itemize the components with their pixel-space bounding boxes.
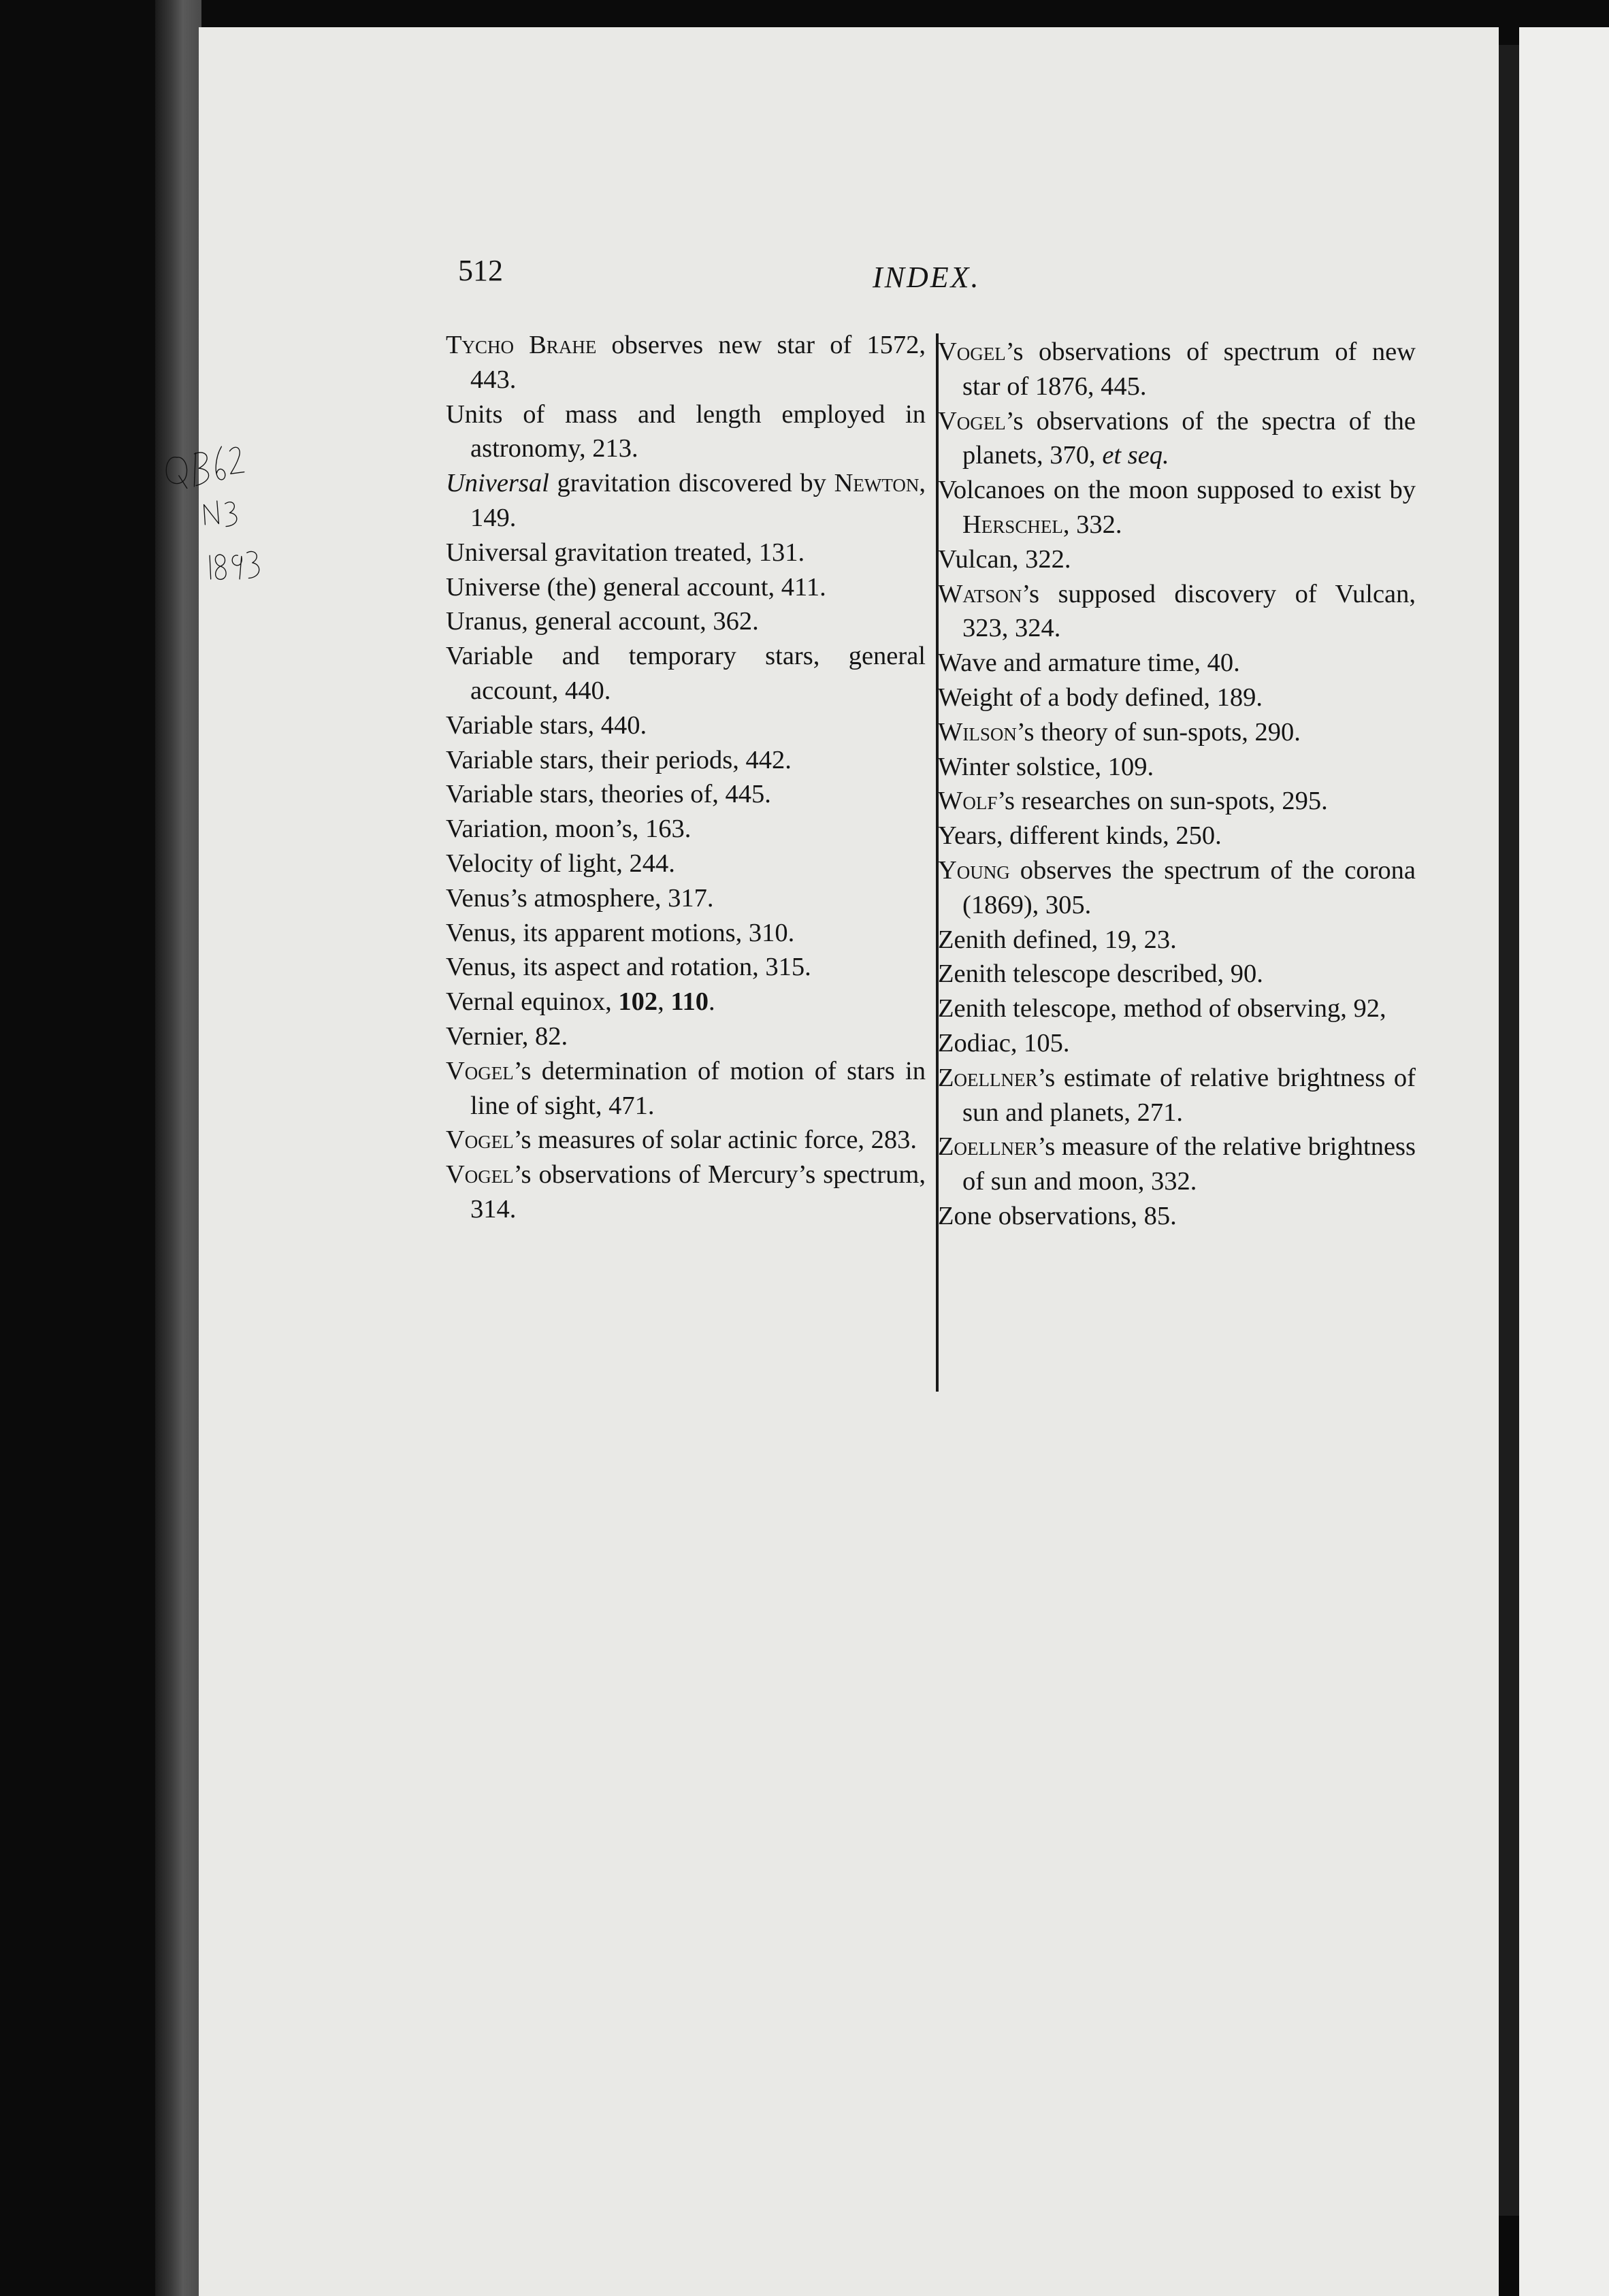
- page-number: 512: [458, 254, 503, 287]
- index-entry-text: Universal gravitation treated, 131.: [446, 538, 805, 567]
- index-entry-text: 102: [618, 987, 658, 1017]
- index-entry: [938, 923, 1416, 957]
- handwriting-letter-b: [194, 453, 208, 487]
- index-entry-text: ’s observations of spectrum of new star of 1876, 445.: [962, 338, 1416, 401]
- index-entry-text: Watson: [938, 579, 1022, 608]
- index-entry: [938, 991, 1416, 1026]
- index-entry: [938, 577, 1416, 646]
- index-entry: [446, 1123, 926, 1158]
- index-entry-text: Wolf: [938, 787, 998, 816]
- index-entry-text: Zenith telescope described, 90.: [938, 960, 1263, 989]
- index-entry-text: Herschel: [962, 510, 1063, 539]
- index-entry: [446, 1019, 926, 1054]
- index-column-right: [938, 335, 1416, 1234]
- index-entry: [938, 646, 1416, 680]
- handwriting-letter-n: [204, 501, 219, 525]
- facing-page-edge: [1519, 27, 1609, 2296]
- index-entry: [938, 473, 1416, 542]
- index-entry-text: 110: [670, 987, 709, 1017]
- index-entry: [938, 715, 1416, 750]
- index-entry: [938, 1061, 1416, 1130]
- index-entry-text: observes new star of 1572, 443.: [470, 331, 926, 394]
- index-entry-text: ’s estimate of relative brightness of sun and planets, 271.: [962, 1063, 1416, 1127]
- index-entry-text: Venus, its aspect and rotation, 315.: [446, 953, 811, 982]
- index-entry-text: Years, different kinds, 250.: [938, 821, 1222, 851]
- index-entry-text: Zone observations, 85.: [938, 1201, 1177, 1230]
- index-entry-text: Vernal equinox,: [446, 987, 619, 1017]
- handwriting-digit-1: [210, 555, 211, 579]
- index-entry-text: ’s theory of sun-spots, 290.: [1016, 717, 1301, 747]
- index-entry-text: Uranus, general account, 362.: [446, 607, 759, 636]
- index-entry: [938, 750, 1416, 785]
- index-entry-text: .: [709, 987, 715, 1017]
- index-entry: [446, 743, 926, 778]
- handwriting-digit-6: [216, 446, 225, 480]
- index-entry: [938, 1026, 1416, 1061]
- handwriting-letter-q: [166, 457, 186, 489]
- page-gutter-shadow: [1499, 45, 1519, 2216]
- index-entry-text: observes the spectrum of the corona (1869), 305.: [962, 855, 1416, 919]
- index-entry: [446, 916, 926, 951]
- handwriting-digit-3b: [247, 551, 259, 578]
- index-entry: [446, 708, 926, 743]
- index-entry: [446, 777, 926, 812]
- index-entry: [938, 335, 1416, 404]
- index-entry-text: Venus, its apparent motions, 310.: [446, 918, 795, 947]
- index-entry-text: , 149.: [470, 469, 926, 532]
- index-entry: [938, 542, 1416, 577]
- index-entry-text: ’s determination of motion of stars in line of sight, 471.: [470, 1056, 926, 1120]
- index-entry: [446, 847, 926, 881]
- index-entry: [938, 1130, 1416, 1199]
- index-entry: [938, 404, 1416, 474]
- index-entry: [446, 639, 926, 708]
- index-entry-text: gravitation discovered by: [549, 469, 834, 498]
- index-entry-text: Universe (the) general account, 411.: [446, 572, 826, 602]
- index-entry-text: ’s researches on sun-spots, 295.: [997, 787, 1328, 816]
- index-entry-text: Volcanoes on the moon supposed to exist by: [938, 476, 1416, 505]
- index-entry-text: Vogel: [446, 1126, 514, 1155]
- index-entry: [446, 1054, 926, 1124]
- index-entry-text: Vogel: [938, 338, 1006, 366]
- index-entry-text: Velocity of light, 244.: [446, 849, 675, 878]
- index-entry-text: Wave and armature time, 40.: [938, 649, 1240, 678]
- index-entry: [446, 1158, 926, 1227]
- index-entry-text: Newton: [834, 469, 920, 498]
- index-entry: [446, 950, 926, 985]
- index-entry-text: Winter solstice, 109.: [938, 752, 1154, 781]
- handwriting-digit-2: [229, 447, 244, 474]
- index-entry: [938, 853, 1416, 923]
- running-head: INDEX.: [873, 261, 981, 294]
- index-entry-text: ’s measures of solar actinic force, 283.: [513, 1126, 917, 1155]
- index-entry-text: Vogel: [446, 1160, 514, 1190]
- index-entry-text: Variation, moon’s, 163.: [446, 815, 692, 844]
- index-entry-text: Zenith defined, 19, 23.: [938, 925, 1177, 954]
- index-entry: [938, 957, 1416, 991]
- index-entry-text: Zoellner: [938, 1132, 1038, 1162]
- index-entry-text: Variable stars, their periods, 442.: [446, 745, 792, 774]
- index-entry-text: Universal: [446, 469, 549, 498]
- handwriting-digit-3: [225, 502, 237, 527]
- index-entry-text: ,: [657, 987, 671, 1017]
- index-entry-text: ’s measure of the relative brightness of sun and moon, 332.: [962, 1132, 1416, 1196]
- index-entry-text: Tycho Brahe: [446, 331, 597, 359]
- index-entry: [938, 1199, 1416, 1234]
- index-entry-text: Vulcan, 322.: [938, 544, 1071, 574]
- index-entry-text: Wilson: [938, 717, 1017, 747]
- index-entry-text: Variable stars, 440.: [446, 710, 647, 740]
- index-entry-text: Zenith telescope, method of observing, 92,: [938, 994, 1386, 1023]
- index-entry-text: ’s observations of the spectra of the planets, 370,: [962, 406, 1416, 470]
- index-entry: [938, 680, 1416, 715]
- index-entry-text: Vogel: [446, 1056, 514, 1085]
- index-entry: [446, 985, 926, 1019]
- index-entry: [446, 812, 926, 847]
- index-entry-text: Variable and temporary stars, general account, 440.: [446, 642, 926, 705]
- index-entry: [446, 881, 926, 916]
- index-entry-text: Vernier, 82.: [446, 1021, 568, 1051]
- index-entry: [938, 784, 1416, 819]
- index-entry-text: Venus’s atmosphere, 317.: [446, 883, 714, 913]
- index-entry-text: Variable stars, theories of, 445.: [446, 780, 771, 809]
- index-entry-text: et seq.: [1102, 441, 1169, 470]
- handwritten-call-number: [0, 0, 613, 612]
- index-entry-text: Zodiac, 105.: [938, 1028, 1070, 1057]
- index-entry-text: Young: [938, 855, 1010, 885]
- index-entry-text: Zoellner: [938, 1063, 1038, 1092]
- index-entry: [938, 819, 1416, 853]
- index-entry-text: Weight of a body defined, 189.: [938, 683, 1263, 712]
- index-entry-text: ’s supposed discovery of Vulcan, 323, 324.: [962, 579, 1416, 643]
- index-entry-text: Units of mass and length employed in astronomy, 213.: [446, 399, 926, 463]
- handwriting-digit-8: [215, 555, 226, 580]
- handwriting-digit-9: [232, 555, 242, 579]
- index-entry-text: ’s observations of Mercury’s spectrum, 314.: [470, 1160, 926, 1224]
- index-entry-text: Vogel: [938, 406, 1006, 436]
- index-entry-text: , 332.: [1062, 510, 1122, 539]
